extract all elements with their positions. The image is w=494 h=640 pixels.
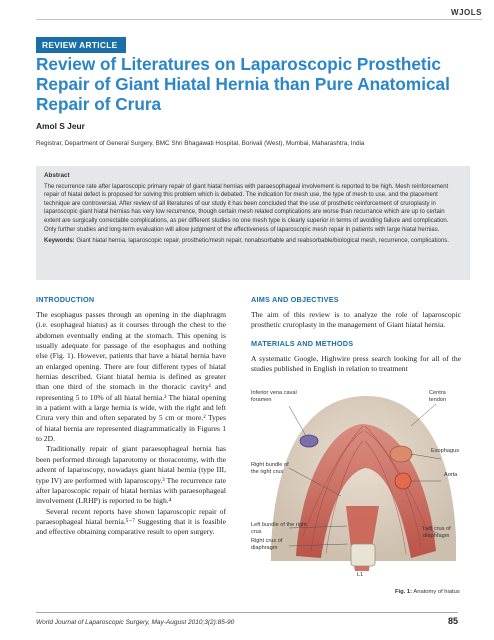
figure-1 — [251, 386, 461, 580]
aims-heading: AIMS AND OBJECTIVES — [251, 295, 339, 304]
author-affiliation: Registrar, Department of General Surgery, BMC Shri Bhagawati Hospital, Borivali (West), Mumbai, Maharashtra, India — [36, 140, 365, 147]
methods-text: A systematic Google, Highwire press search looking for all of the studies published in English in relation to treatment — [251, 353, 461, 374]
article-title: Review of Literatures on Laparoscopic Prosthetic Repair of Giant Hiatal Hernia than Pure Anatomical Repair of Crura — [36, 54, 450, 114]
label-left-bundle: Left bundle of the right crus — [251, 522, 307, 535]
header-divider — [36, 19, 482, 20]
footer-citation: World Journal of Laparoscopic Surgery, May-August 2010;3(2):85-90 — [36, 619, 235, 626]
methods-heading: MATERIALS AND METHODS — [251, 338, 354, 348]
label-right-crus: Right crus of diaphragm — [251, 538, 283, 551]
aims-text: The aim of this review is to analyze the role of laparoscopic prosthetic cruroplasty in the management of Giant hiatal hernia. — [251, 310, 461, 330]
label-left-crus: Left crus of diaphragm — [423, 526, 451, 539]
introduction-paragraph-3: Several recent reports have shown laparoscopic repair of paraesophageal hiatal hernia.⁵⁻⁷ Suggesting that it is feasible and effective obtaining comparative result to open surgery. — [36, 506, 226, 537]
article-type-badge: REVIEW ARTICLE — [36, 37, 126, 53]
footer-divider — [36, 612, 458, 613]
abstract-text: The recurrence rate after laparoscopic primary repair of giant hiatal hernias with paraesophageal involvement is reported to be high. Mesh reinforcement repair of hiatal defect is proposed for solving this problem which is debated. The indication for mesh use, the type of mesh to use, and the placement technique are controversial. After review of all literatures of our study it has been concluded that the use of prosthetic reinforcement of cruroplasty in laparoscopic giant hiatal hernias has very low recurrence, though certain mesh related complications are worse than recurrance which are up to certain extent are surgically correctable complications, as per different studies no one mesh type is clearly superior in terms of avoiding failure and complication. Only further studies and long-term evaluation will allow judgment of the effectiveness of laparoscopic mesh repair in patients with large hiatal hernias. — [44, 183, 449, 233]
label-ivc-foramen: Inferior vena caval foramen — [251, 390, 297, 403]
label-central-tendon: Centra tendon — [429, 390, 447, 403]
keywords-text: Giant hiatal hernia, laparoscopic repair, prosthetic/mesh repair, nonabsorbable and reabsorbable/biological mesh, recurrence, complications. — [76, 238, 449, 245]
introduction-heading: INTRODUCTION — [36, 295, 95, 304]
keywords — [44, 237, 462, 246]
label-l1: L1 — [357, 572, 364, 578]
figure-caption-text: Anatomy of hiatus — [413, 589, 460, 595]
keywords-label: Keywords: — [44, 238, 75, 245]
label-esophagus: Esophagus — [431, 448, 459, 454]
figure-caption-label: Fig. 1: — [395, 589, 413, 595]
left-column — [36, 295, 226, 538]
abstract-box — [36, 166, 470, 280]
label-aorta: Aorta — [444, 472, 458, 478]
page-number: 85 — [447, 616, 458, 626]
abstract-heading: Abstract — [44, 172, 70, 179]
introduction-paragraph-2: Traditionally repair of giant paraesophageal hernia has been performed through laparotomy or thoracotomy, with the advent of laparoscopy, nowadays giant hiatal hernia (type III, type IV) are performed with laparoscopy.³ The recurrence rate after laparoscopic repair of hiatal hernias with paraesophageal involvement (LRHP) is reported to be high.⁴ — [36, 444, 226, 506]
introduction-paragraph-1: The esophagus passes through an opening in the diaphragm (i.e. esophageal hiatus) as it courses through the chest to the abdomen eventually ending at the stomach. This opening is usually adequate for passage of the esophagus and nothing else (Fig. 1). However, patients that have a hiatal hernia have an enlarged opening. There are four different types of hiatal hernias described. Giant hiatal hernia is defined as greater than one third of the stomach in the thoracic cavity¹ and representing 5 to 10% of all hiatal hernia.² The hiatal opening in a patient with a large hernia is wide, with the right and left Crura very thin and often separated by 5 cm or more.² Types of hiatal hernia are represented diagrammatically in Figures 1 to 2D. — [36, 310, 226, 444]
author-name: Amol S Jeur — [36, 121, 85, 131]
journal-abbrev: WJOLS — [451, 8, 482, 17]
right-column — [251, 295, 461, 374]
label-right-bundle: Right bundle of the right crus — [251, 462, 289, 475]
figure-caption — [395, 589, 460, 595]
